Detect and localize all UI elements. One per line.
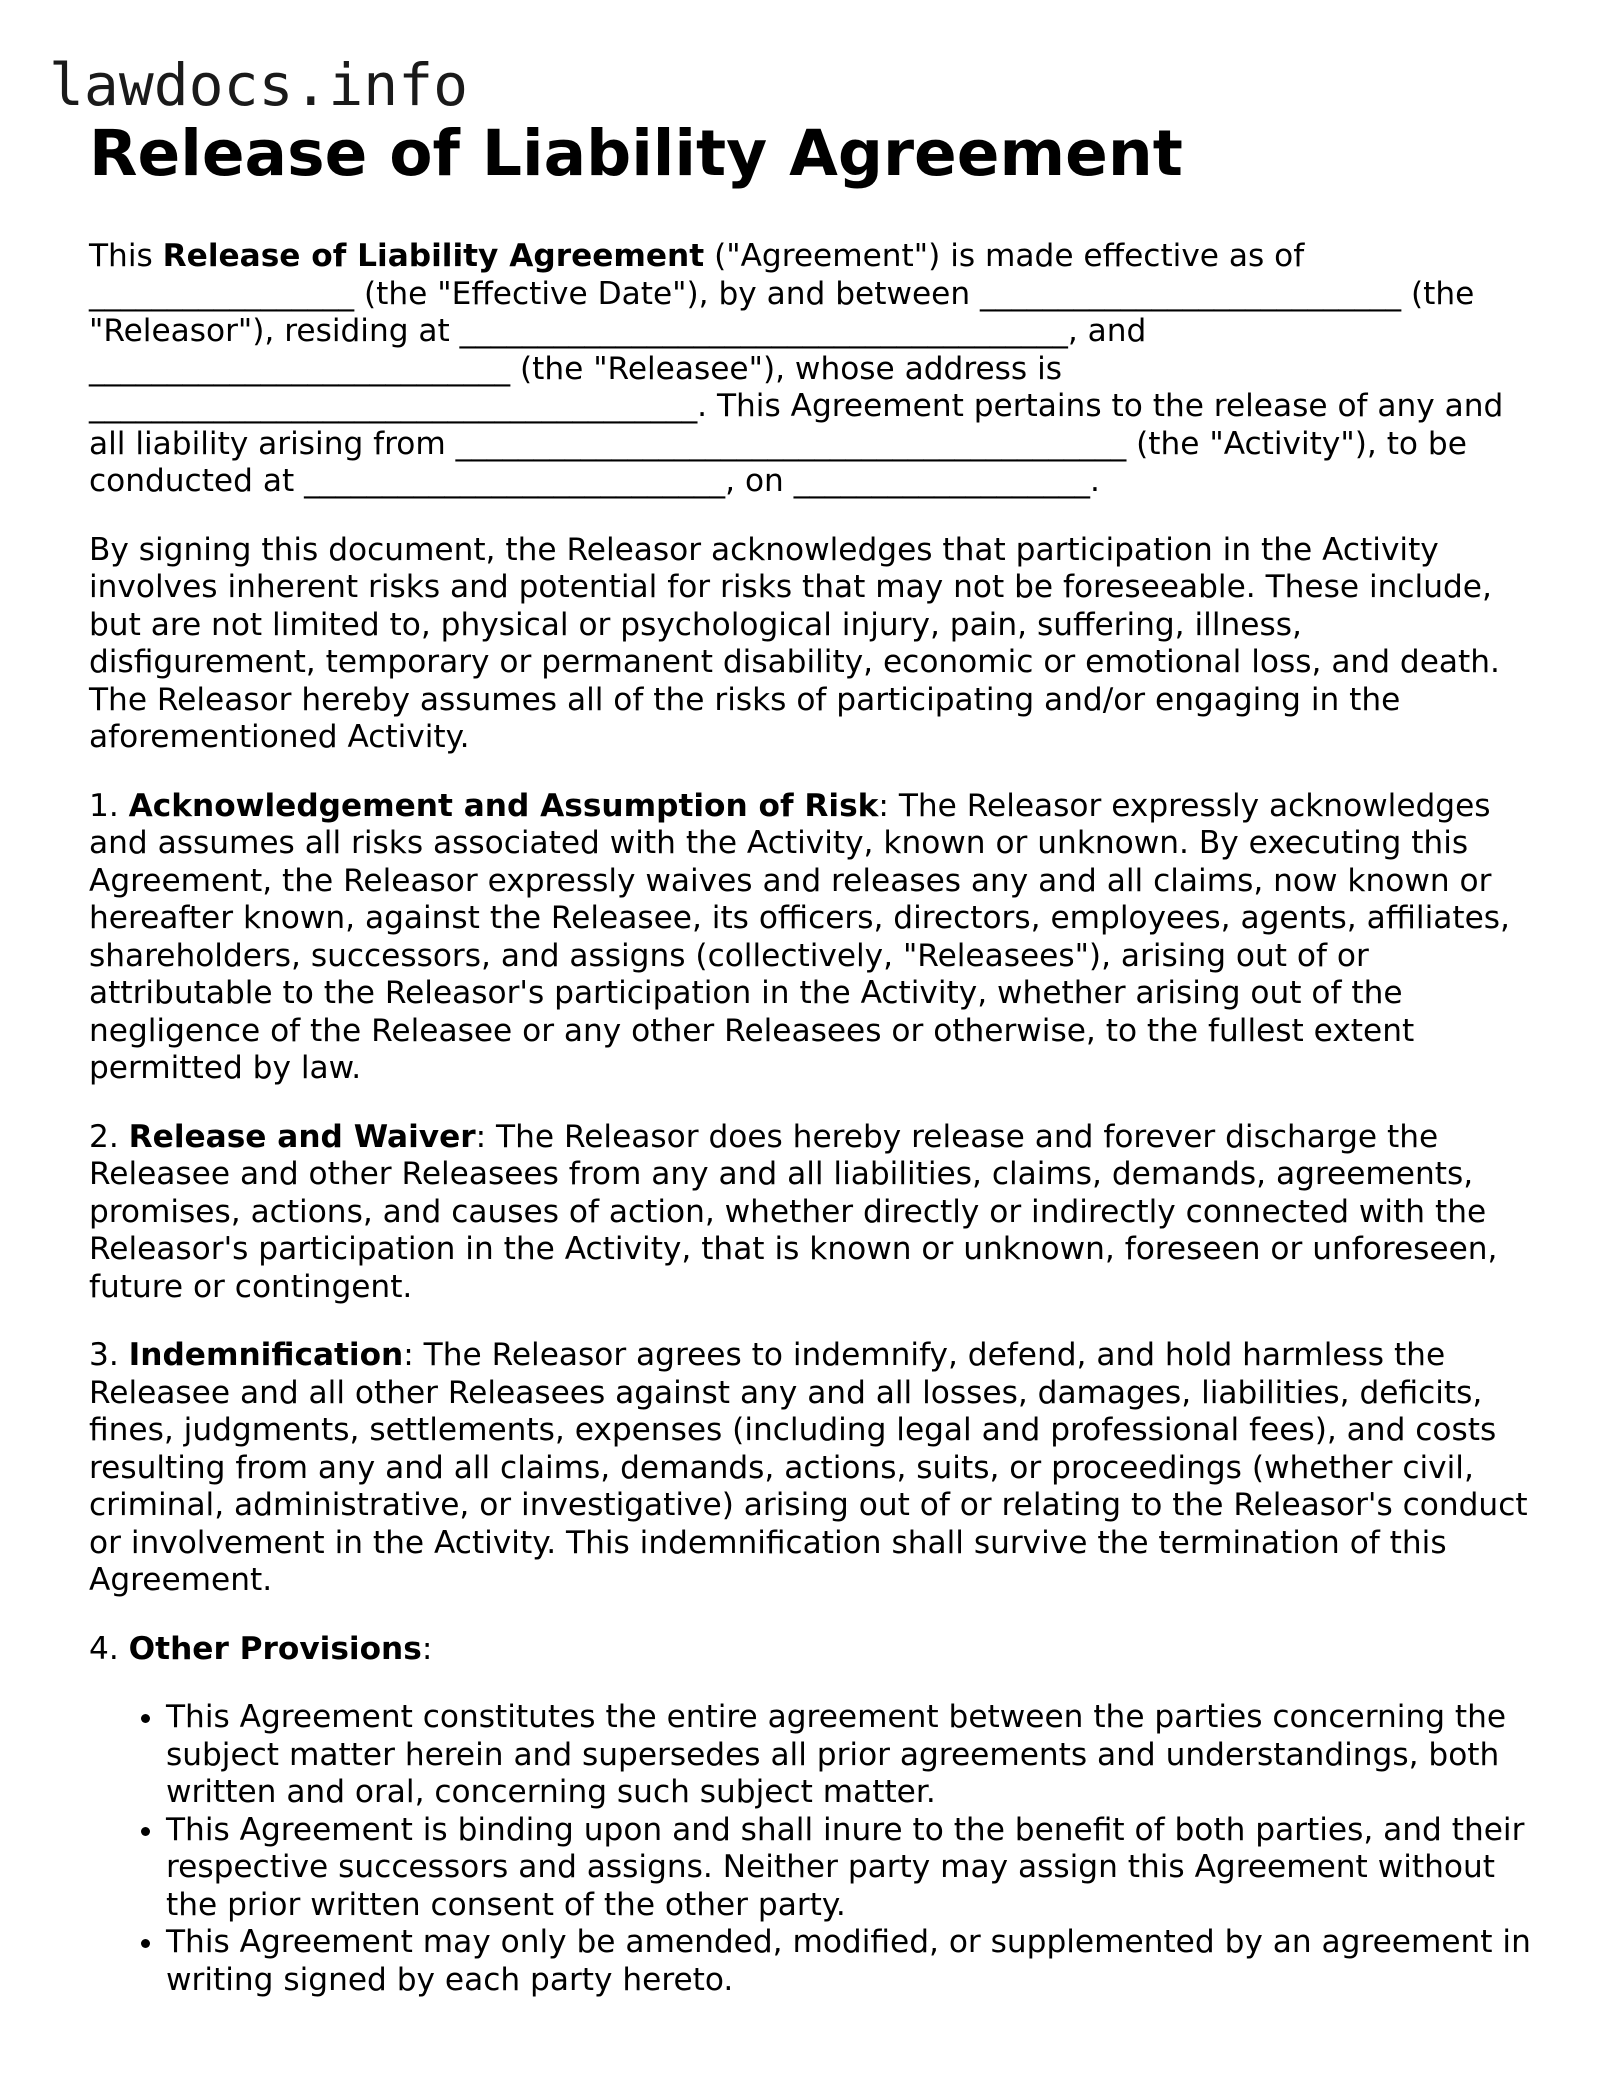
section-number: 3.	[89, 1337, 129, 1373]
section-heading: Release and Waiver	[128, 1118, 476, 1155]
intro-bold-title: Release of Liability Agreement	[162, 238, 705, 274]
section-2	[89, 1119, 1534, 1307]
section-3	[89, 1337, 1534, 1600]
list-item: • This Agreement constitutes the entire agreement between the parties concerning the subject matter herein and supersedes all prior agreements and understandings, both written and oral, concerning such subject matter.	[166, 1699, 1534, 1812]
section-number: 2.	[89, 1118, 129, 1155]
list-item: • This Agreement is binding upon and shall inure to the benefit of both parties, and their respective successors and assigns. Neither party may assign this Agreement without the prior written consent of the other party.	[166, 1812, 1534, 1925]
section-body: :	[421, 1630, 433, 1667]
section-body: : The Releasor agrees to indemnify, defend, and hold harmless the Releasee and all other Releasees against any and all losses, damages, liabilities, deficits, fines, judgments, settlements, expenses (including legal and professional fees), and costs resulting from any and all claims, demands, actions, suits, or proceedings (whether civil, criminal, administrative, or investigative) arising out of or relating to the Releasor's conduct or involvement in the Activity. This indemnification shall survive the termination of this Agreement.	[89, 1337, 1528, 1598]
list-item: • This Agreement may only be amended, modified, or supplemented by an agreement in writing signed by each party hereto.	[166, 1924, 1534, 1999]
risk-paragraph: By signing this document, the Releasor acknowledges that participation in the Activity involves inherent risks and potential for risks that may not be foreseeable. These include, but are not limited to, physical or psychological injury, pain, suffering, illness, disfigurement, temporary or permanent disability, economic or emotional loss, and death. The Releasor hereby assumes all of the risks of participating and/or engaging in the aforementioned Activity.	[89, 531, 1500, 755]
provisions-list	[89, 1699, 1534, 1999]
document-body	[89, 112, 1534, 1999]
section-4	[89, 1631, 1534, 1669]
section-heading: Acknowledgement and Assumption of Risk	[128, 787, 879, 824]
section-body: : The Releasor expressly acknowledges and assumes all risks associated with the Activity, known or unknown. By executing this Agreement, the Releasor expressly waives and releases any and all claims, now known or hereafter known, against the Releasee, its officers, directors, employees, agents, affiliates, shareholders, successors, and assigns (collectively, "Releasees"), arising out of or attributable to the Releasor's participation in the Activity, whether arising out of the negligence of the Releasee or any other Releasees or otherwise, to the fullest extent permitted by law.	[89, 787, 1510, 1086]
intro-text-rest: ("Agreement") is made effective as of _________________ (the "Effective Date"), by and between ___________________________ (the "Releasor"), residing at _______________________________________, and ___________________________ (the "Releasee"), whose address is _______________________________________. This Agreement pertains to the release of any and all liability arising from ___________________________________________ (the "Activity"), to be conducted at ___________________________, on ___________________.	[89, 238, 1504, 499]
section-1	[89, 788, 1534, 1088]
section-number: 4.	[89, 1630, 129, 1667]
section-number: 1.	[89, 787, 129, 824]
section-body: : The Releasor does hereby release and forever discharge the Releasee and other Releasees from any and all liabilities, claims, demands, agreements, promises, actions, and causes of action, whether directly or indirectly connected with the Releasor's participation in the Activity, that is known or unknown, foreseen or unforeseen, future or contingent.	[89, 1118, 1498, 1305]
section-heading: Indemnification	[128, 1337, 404, 1373]
site-watermark: lawdocs.info	[49, 51, 469, 119]
intro-text-start: This	[89, 238, 163, 274]
section-heading: Other Provisions	[128, 1630, 422, 1667]
document-title: Release of Liability Agreement	[89, 117, 1183, 190]
intro-paragraph	[89, 238, 1534, 501]
